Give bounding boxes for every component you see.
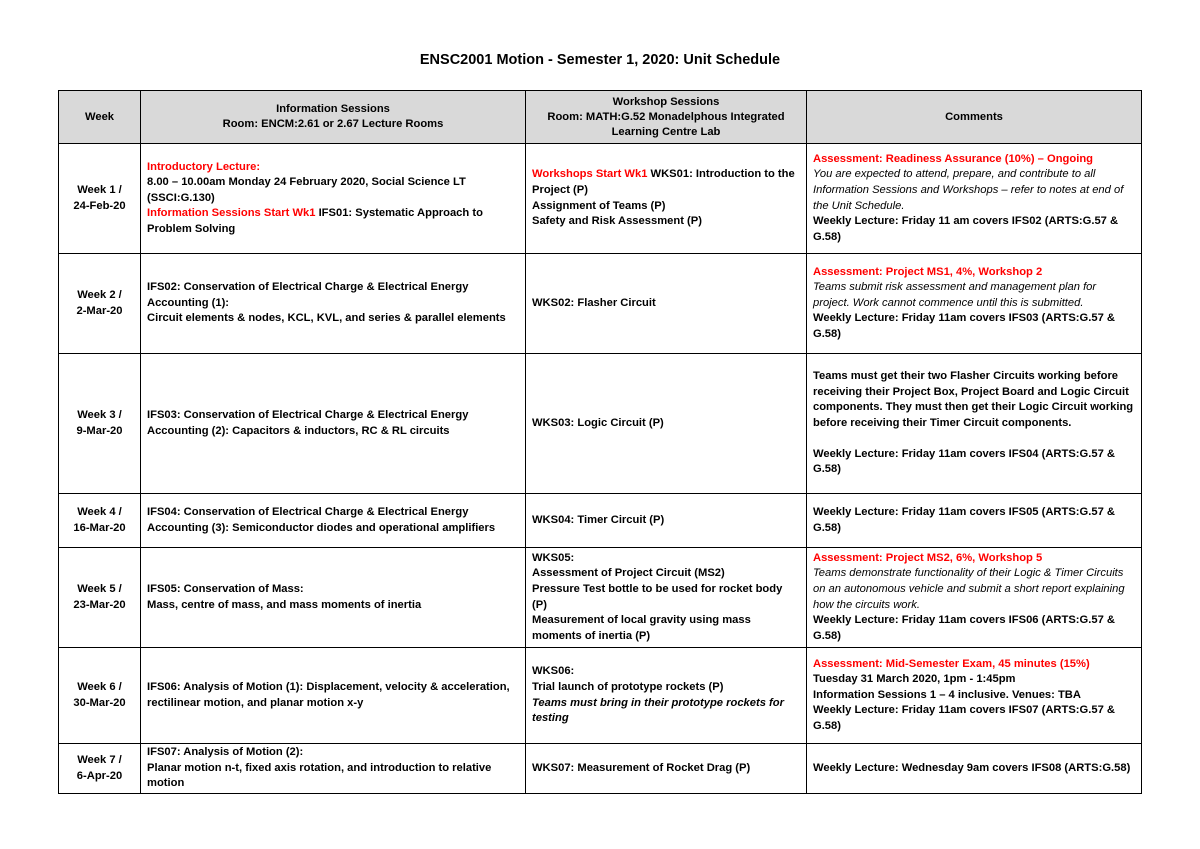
week-label: Week 4 / xyxy=(77,505,122,518)
info-line xyxy=(147,745,519,761)
week-label: Week 5 / xyxy=(77,582,122,595)
week-date: 24-Feb-20 xyxy=(73,199,126,212)
work-line xyxy=(532,582,800,613)
week-date: 6-Apr-20 xyxy=(76,769,123,782)
cell-text: Assignment of Teams (P) xyxy=(532,199,666,212)
work-cell xyxy=(526,494,807,548)
highlight-text: Information Sessions Start Wk1 xyxy=(147,207,316,220)
comments-line xyxy=(813,214,1135,245)
work-line xyxy=(532,761,800,777)
comments-cell xyxy=(807,144,1142,254)
info-cell xyxy=(141,648,526,744)
cell-text: Teams submit risk assessment and management plan for project. Work cannot commence until this is submitted. xyxy=(813,281,1097,309)
cell-text: Weekly Lecture: Wednesday 9am covers IFS08 (ARTS:G.58) xyxy=(813,761,1131,774)
cell-text: 8.00 – 10.00am Monday 24 February 2020, Social Science LT (SSCI:G.130) xyxy=(147,176,466,204)
highlight-text: Workshops Start Wk1 xyxy=(532,168,648,181)
cell-text: WKS01: Introduction to the Project (P) xyxy=(532,168,795,196)
info-line xyxy=(147,408,519,439)
cell-text: WKS07: Measurement of Rocket Drag (P) xyxy=(532,761,751,774)
cell-text: IFS06: Analysis of Motion (1): Displacement, velocity & acceleration, rectilinear motion, and planar motion x-y xyxy=(147,680,510,709)
unit-schedule-table xyxy=(58,90,1142,794)
info-line xyxy=(147,206,519,237)
cell-text: Tuesday 31 March 2020, 1pm - 1:45pm xyxy=(813,673,1016,686)
cell-text: You are expected to attend, prepare, and contribute to all Information Sessions and Workshops – refer to notes at end of the Unit Schedule. xyxy=(813,168,1124,212)
comments-line xyxy=(813,613,1135,644)
work-cell xyxy=(526,648,807,744)
header-week: Week xyxy=(59,91,141,144)
cell-text: Trial launch of prototype rockets (P) xyxy=(532,680,724,693)
week-cell xyxy=(59,548,141,648)
comments-line xyxy=(813,761,1135,777)
header-info-room: Room: ENCM:2.61 or 2.67 Lecture Rooms xyxy=(222,118,444,130)
comments-line xyxy=(813,265,1135,281)
cell-text: Assessment of Project Circuit (MS2) xyxy=(532,567,725,580)
cell-text: Teams must bring in their prototype rockets for testing xyxy=(532,696,784,725)
comments-cell xyxy=(807,648,1142,744)
cell-text: WKS02: Flasher Circuit xyxy=(532,296,656,309)
table-row xyxy=(59,254,1142,354)
cell-text: Teams must get their two Flasher Circuits working before receiving their Project Box, Project Board and Logic Circuit components. They must then get their Logic Circuit working before receiving their Timer Circuit components. xyxy=(813,369,1134,429)
cell-text: WKS03: Logic Circuit (P) xyxy=(532,416,664,429)
comments-line xyxy=(813,167,1135,214)
info-cell xyxy=(141,254,526,354)
info-cell xyxy=(141,548,526,648)
comments-line xyxy=(813,369,1135,431)
week-date: 30-Mar-20 xyxy=(73,696,126,709)
work-line xyxy=(532,296,800,312)
comments-cell xyxy=(807,254,1142,354)
cell-text: IFS03: Conservation of Electrical Charge & Electrical Energy Accounting (2): Capacitors & inductors, RC & RL circuits xyxy=(147,408,469,437)
cell-text: Weekly Lecture: Friday 11 am covers IFS02 (ARTS:G.57 & G.58) xyxy=(813,215,1119,243)
info-cell xyxy=(141,744,526,794)
info-line xyxy=(147,280,519,311)
cell-text: Pressure Test bottle to be used for rocket body (P) xyxy=(532,582,783,611)
week-date: 9-Mar-20 xyxy=(76,424,123,437)
cell-text: Information Sessions 1 – 4 inclusive. Venues: TBA xyxy=(813,688,1081,701)
comments-line xyxy=(813,447,1135,478)
comments-cell xyxy=(807,548,1142,648)
header-work-room: Room: MATH:G.52 Monadelphous Integrated Learning Centre Lab xyxy=(547,110,785,138)
work-line xyxy=(532,696,800,727)
comments-line xyxy=(813,657,1135,673)
comments-line xyxy=(813,551,1135,567)
week-cell xyxy=(59,744,141,794)
info-line xyxy=(147,680,519,711)
table-row xyxy=(59,144,1142,254)
cell-text: IFS07: Analysis of Motion (2): xyxy=(147,746,304,759)
cell-text: WKS05: xyxy=(532,551,575,564)
week-label: Week 6 / xyxy=(77,680,122,693)
highlight-text: Assessment: Readiness Assurance (10%) – Ongoing xyxy=(813,152,1093,165)
highlight-text: Assessment: Project MS2, 6%, Workshop 5 xyxy=(813,551,1043,564)
cell-text: Safety and Risk Assessment (P) xyxy=(532,215,702,228)
info-line xyxy=(147,175,519,206)
cell-text: IFS01: Systematic Approach to Problem Solving xyxy=(147,207,483,235)
info-cell xyxy=(141,144,526,254)
work-cell xyxy=(526,354,807,494)
cell-text: Mass, centre of mass, and mass moments of inertia xyxy=(147,598,422,611)
work-cell xyxy=(526,144,807,254)
work-line xyxy=(532,551,800,567)
cell-text: IFS02: Conservation of Electrical Charge & Electrical Energy Accounting (1): xyxy=(147,281,469,309)
cell-text: Teams demonstrate functionality of their Logic & Timer Circuits on an autonomous vehicle and submit a short report explaining how the circuits work. xyxy=(813,567,1125,611)
week-label: Week 2 / xyxy=(77,288,122,301)
week-cell xyxy=(59,144,141,254)
header-work-title: Workshop Sessions xyxy=(612,95,720,108)
document-title: ENSC2001 Motion - Semester 1, 2020: Unit Schedule xyxy=(419,52,781,68)
work-cell xyxy=(526,744,807,794)
cell-text: Planar motion n-t, fixed axis rotation, and introduction to relative motion xyxy=(147,761,492,790)
week-date: 16-Mar-20 xyxy=(73,521,126,534)
cell-text: IFS04: Conservation of Electrical Charge & Electrical Energy Accounting (3): Semiconductor diodes and operational amplifiers xyxy=(147,505,496,534)
cell-text: WKS06: xyxy=(532,665,575,678)
week-cell xyxy=(59,648,141,744)
comments-line xyxy=(813,566,1135,613)
info-line xyxy=(147,582,519,598)
work-line xyxy=(532,664,800,680)
info-line xyxy=(147,311,519,327)
work-line xyxy=(532,214,800,230)
cell-text: WKS04: Timer Circuit (P) xyxy=(532,513,665,526)
table-row xyxy=(59,648,1142,744)
cell-text: Weekly Lecture: Friday 11am covers IFS05 (ARTS:G.57 & G.58) xyxy=(813,505,1115,534)
week-date: 23-Mar-20 xyxy=(73,598,126,611)
comments-line xyxy=(813,688,1135,704)
work-line xyxy=(532,680,800,696)
work-line xyxy=(532,167,800,198)
work-line xyxy=(532,566,800,582)
cell-text: Weekly Lecture: Friday 11am covers IFS04 (ARTS:G.57 & G.58) xyxy=(813,447,1115,476)
header-information-sessions xyxy=(141,91,526,144)
week-label: Week 3 / xyxy=(77,408,122,421)
week-cell xyxy=(59,354,141,494)
cell-text: Weekly Lecture: Friday 11am covers IFS03 (ARTS:G.57 & G.58) xyxy=(813,312,1115,340)
work-cell xyxy=(526,548,807,648)
schedule-body xyxy=(59,144,1142,794)
comments-cell xyxy=(807,744,1142,794)
highlight-text: Introductory Lecture: xyxy=(147,160,261,173)
header-info-title: Information Sessions xyxy=(276,103,390,115)
info-line xyxy=(147,761,519,792)
week-label: Week 7 / xyxy=(77,753,122,766)
header-workshop-sessions xyxy=(526,91,807,144)
table-row xyxy=(59,354,1142,494)
work-line xyxy=(532,613,800,644)
comments-line xyxy=(813,311,1135,342)
work-line xyxy=(532,513,800,529)
info-line xyxy=(147,160,519,176)
cell-text: Weekly Lecture: Friday 11am covers IFS07 (ARTS:G.57 & G.58) xyxy=(813,704,1115,732)
header-comments: Comments xyxy=(807,91,1142,144)
work-line xyxy=(532,416,800,432)
comments-cell xyxy=(807,354,1142,494)
comments-line xyxy=(813,431,1135,447)
week-cell xyxy=(59,254,141,354)
comments-line xyxy=(813,280,1135,311)
comments-line xyxy=(813,152,1135,168)
work-cell xyxy=(526,254,807,354)
comments-line xyxy=(813,505,1135,536)
week-cell xyxy=(59,494,141,548)
info-line xyxy=(147,505,519,536)
comments-cell xyxy=(807,494,1142,548)
comments-line xyxy=(813,672,1135,688)
week-date: 2-Mar-20 xyxy=(76,304,123,317)
info-cell xyxy=(141,354,526,494)
highlight-text: Assessment: Mid-Semester Exam, 45 minutes (15%) xyxy=(813,657,1090,670)
cell-text: IFS05: Conservation of Mass: xyxy=(147,582,304,595)
table-row xyxy=(59,494,1142,548)
table-row xyxy=(59,548,1142,648)
cell-text: Circuit elements & nodes, KCL, KVL, and series & parallel elements xyxy=(147,312,506,325)
header-row xyxy=(59,91,1142,144)
work-line xyxy=(532,199,800,215)
comments-line xyxy=(813,703,1135,734)
highlight-text: Assessment: Project MS1, 4%, Workshop 2 xyxy=(813,265,1043,278)
table-row xyxy=(59,744,1142,794)
cell-text: Measurement of local gravity using mass moments of inertia (P) xyxy=(532,614,751,642)
info-line xyxy=(147,598,519,614)
info-cell xyxy=(141,494,526,548)
cell-text: Weekly Lecture: Friday 11am covers IFS06 (ARTS:G.57 & G.58) xyxy=(813,614,1115,642)
week-label: Week 1 / xyxy=(77,183,122,196)
